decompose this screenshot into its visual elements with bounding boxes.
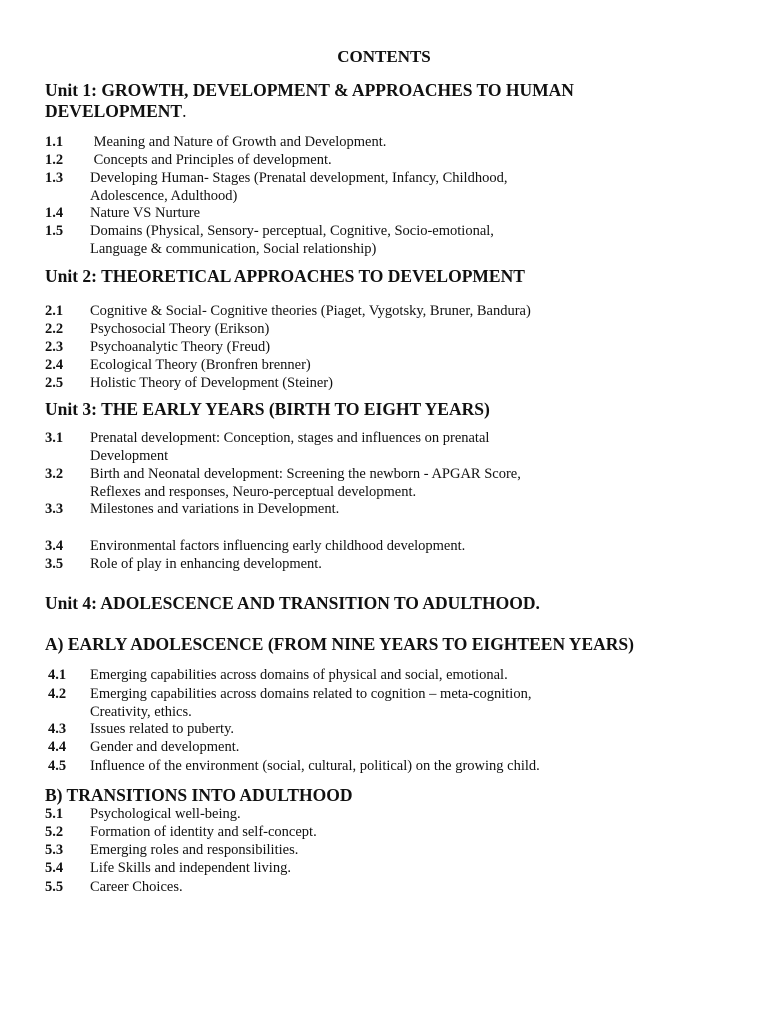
item-number: 1.4 [45, 205, 64, 221]
item-number: 2.5 [45, 375, 64, 391]
item-text: Ecological Theory (Bronfren brenner) [90, 357, 311, 373]
item-text: Milestones and variations in Development. [90, 501, 340, 517]
unit-3-heading: Unit 3: THE EARLY YEARS (BIRTH TO EIGHT YEARS) [45, 399, 490, 419]
item-text: Gender and development. [90, 739, 240, 755]
item-number: 4.5 [48, 758, 67, 774]
item-number: 3.3 [45, 501, 64, 517]
section-b-heading: B) TRANSITIONS INTO ADULTHOOD [45, 785, 353, 805]
unit-4-heading: Unit 4: ADOLESCENCE AND TRANSITION TO ADULTHOOD. [45, 593, 540, 613]
item-number: 4.1 [48, 667, 67, 683]
item-text-continued: Reflexes and responses, Neuro-perceptual development. [90, 484, 417, 500]
item-number: 1.3 [45, 170, 64, 186]
unit-1-heading [45, 80, 745, 122]
item-text: Life Skills and independent living. [90, 860, 291, 876]
item-text: Environmental factors influencing early childhood development. [90, 538, 466, 554]
item-text-continued: Creativity, ethics. [90, 704, 192, 720]
item-text: Issues related to puberty. [90, 721, 235, 737]
page-title: CONTENTS [337, 47, 431, 66]
section-a-heading: A) EARLY ADOLESCENCE (FROM NINE YEARS TO EIGHTEEN YEARS) [45, 634, 634, 654]
item-text: Psychoanalytic Theory (Freud) [90, 339, 271, 355]
unit-2-heading: Unit 2: THEORETICAL APPROACHES TO DEVELOPMENT [45, 266, 525, 286]
item-text: Concepts and Principles of development. [90, 152, 332, 168]
item-number: 1.2 [45, 152, 64, 168]
unit-1-heading-line1: Unit 1: GROWTH, DEVELOPMENT & APPROACHES TO HUMAN [45, 80, 574, 100]
item-text-continued: Language & communication, Social relationship) [90, 241, 377, 257]
item-text: Nature VS Nurture [90, 205, 201, 221]
unit-1-heading-line2 [45, 101, 745, 122]
unit-1-heading-line2-text: DEVELOPMENT [45, 101, 183, 121]
item-number: 5.5 [45, 879, 64, 895]
item-number: 4.4 [48, 739, 67, 755]
item-number: 2.2 [45, 321, 64, 337]
item-text: Emerging capabilities across domains related to cognition – meta-cognition, [90, 686, 532, 702]
item-text: Prenatal development: Conception, stages and influences on prenatal [90, 430, 490, 446]
item-text: Meaning and Nature of Growth and Development. [90, 134, 387, 150]
item-number: 4.2 [48, 686, 67, 702]
item-text-continued: Development [90, 448, 169, 464]
item-number: 1.1 [45, 134, 64, 150]
item-number: 1.5 [45, 223, 64, 239]
item-text-continued: Adolescence, Adulthood) [90, 188, 238, 204]
item-number: 5.3 [45, 842, 64, 858]
item-text: Birth and Neonatal development: Screening the newborn - APGAR Score, [90, 466, 521, 482]
item-number: 5.1 [45, 806, 64, 822]
item-text: Domains (Physical, Sensory- perceptual, Cognitive, Socio-emotional, [90, 223, 494, 239]
item-text: Influence of the environment (social, cultural, political) on the growing child. [90, 758, 540, 774]
item-text: Developing Human- Stages (Prenatal development, Infancy, Childhood, [90, 170, 508, 186]
item-text: Cognitive & Social- Cognitive theories (Piaget, Vygotsky, Bruner, Bandura) [90, 303, 531, 319]
item-text: Psychological well-being. [90, 806, 241, 822]
item-number: 3.4 [45, 538, 64, 554]
item-text: Holistic Theory of Development (Steiner) [90, 375, 333, 391]
item-number: 2.3 [45, 339, 64, 355]
item-number: 5.2 [45, 824, 64, 840]
item-number: 3.2 [45, 466, 64, 482]
item-text: Psychosocial Theory (Erikson) [90, 321, 270, 337]
item-number: 3.1 [45, 430, 64, 446]
unit-1-heading-tail: . [182, 101, 187, 121]
item-text: Emerging capabilities across domains of physical and social, emotional. [90, 667, 508, 683]
item-number: 4.3 [48, 721, 67, 737]
item-text: Formation of identity and self-concept. [90, 824, 317, 840]
item-number: 3.5 [45, 556, 64, 572]
item-text: Emerging roles and responsibilities. [90, 842, 299, 858]
item-text: Career Choices. [90, 879, 183, 895]
item-number: 2.4 [45, 357, 64, 373]
item-text: Role of play in enhancing development. [90, 556, 322, 572]
item-number: 2.1 [45, 303, 64, 319]
item-number: 5.4 [45, 860, 64, 876]
